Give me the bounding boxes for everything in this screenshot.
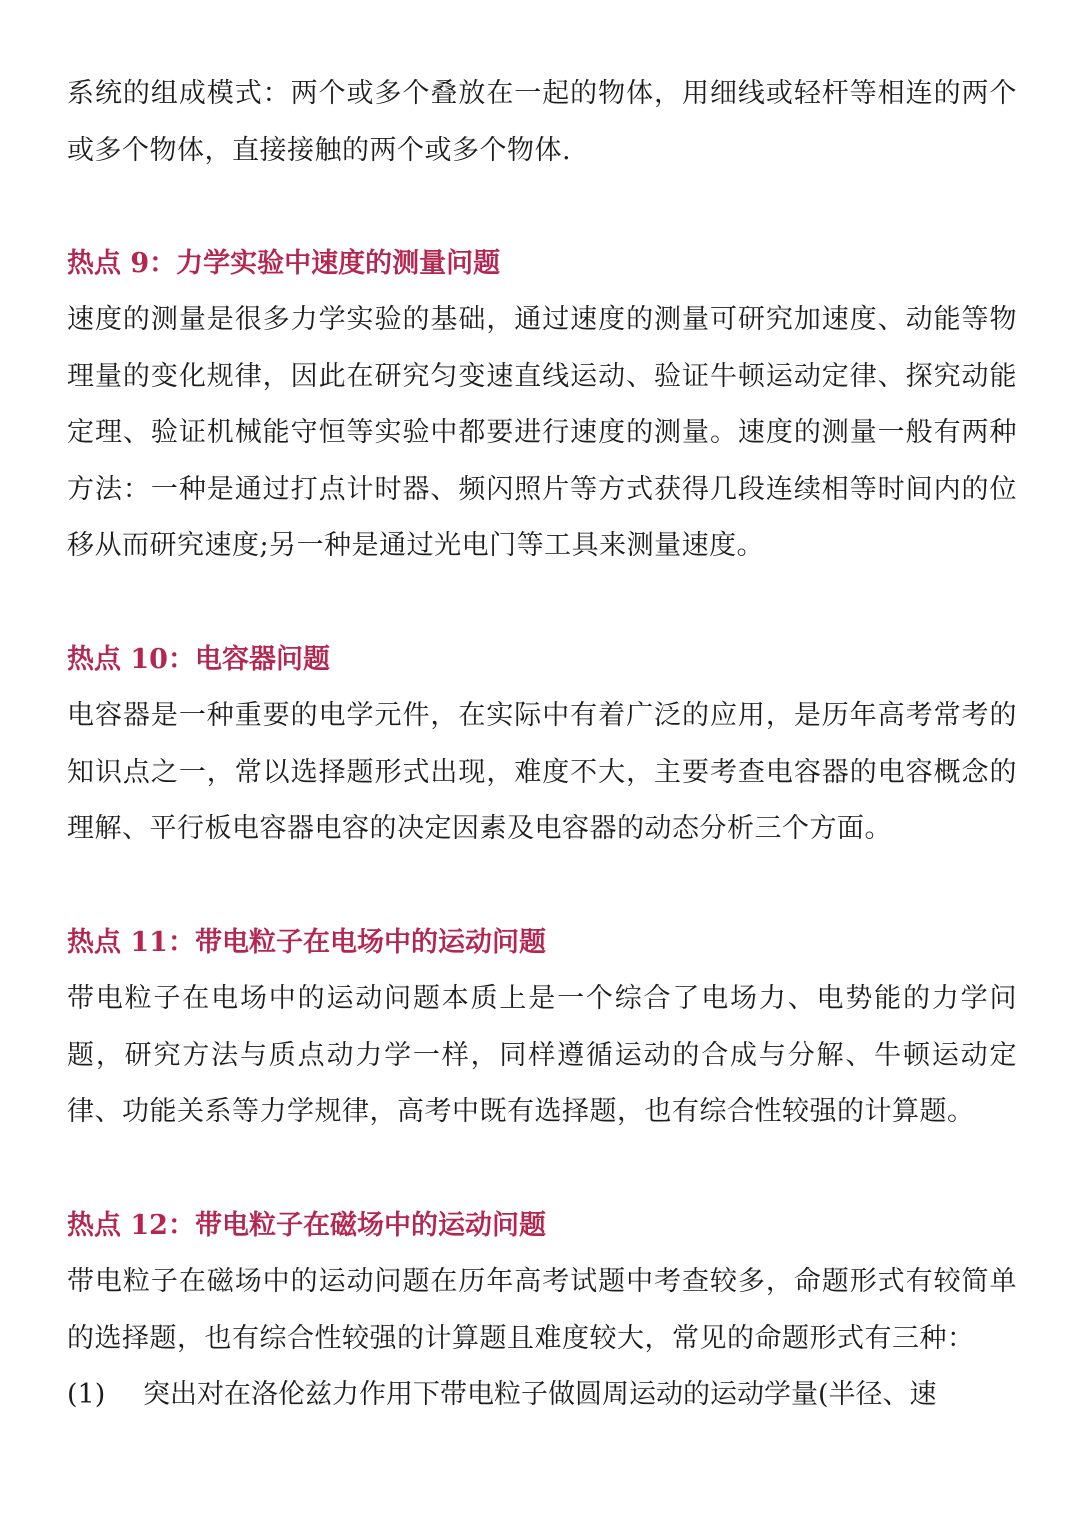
list-item bbox=[67, 1367, 1017, 1424]
section-body-12: 带电粒子在磁场中的运动问题在历年高考试题中考查较多，命题形式有较简单的选择题，也有综合性较强的计算题且难度较大，常见的命题形式有三种： bbox=[67, 1266, 1017, 1354]
list-item-text: 突出对在洛伦兹力作用下带电粒子做圆周运动的运动学量(半径、速 bbox=[143, 1379, 937, 1410]
section-heading-12: 热点 12：带电粒子在磁场中的运动问题 bbox=[67, 1210, 546, 1241]
section-heading-11: 热点 11：带电粒子在电场中的运动问题 bbox=[67, 927, 546, 958]
section-body-10: 电容器是一种重要的电学元件，在实际中有着广泛的应用，是历年高考常考的知识点之一，常以选择题形式出现，难度不大，主要考查电容器的电容概念的理解、平行板电容器电容的决定因素及电容器的动态分析三个方面。 bbox=[67, 700, 1017, 844]
section-heading-10: 热点 10：电容器问题 bbox=[67, 644, 330, 675]
section-body-9: 速度的测量是很多力学实验的基础，通过速度的测量可研究加速度、动能等物理量的变化规律，因此在研究匀变速直线运动、验证牛顿运动定律、探究动能定理、验证机械能守恒等实验中都要进行速度的测量。速度的测量一般有两种方法：一种是通过打点计时器、频闪照片等方式获得几段连续相等时间内的位移从而研究速度;另一种是通过光电门等工具来测量速度。 bbox=[67, 304, 1017, 561]
list-marker: (1) bbox=[67, 1379, 106, 1410]
section-body-11: 带电粒子在电场中的运动问题本质上是一个综合了电场力、电势能的力学问题，研究方法与质点动力学一样，同样遵循运动的合成与分解、牛顿运动定律、功能关系等力学规律，高考中既有选择题，也有综合性较强的计算题。 bbox=[67, 983, 1017, 1127]
intro-paragraph: 系统的组成模式：两个或多个叠放在一起的物体，用细线或轻杆等相连的两个或多个物体，直接接触的两个或多个物体. bbox=[67, 78, 1017, 166]
section-heading-9: 热点 9：力学实验中速度的测量问题 bbox=[67, 248, 501, 279]
